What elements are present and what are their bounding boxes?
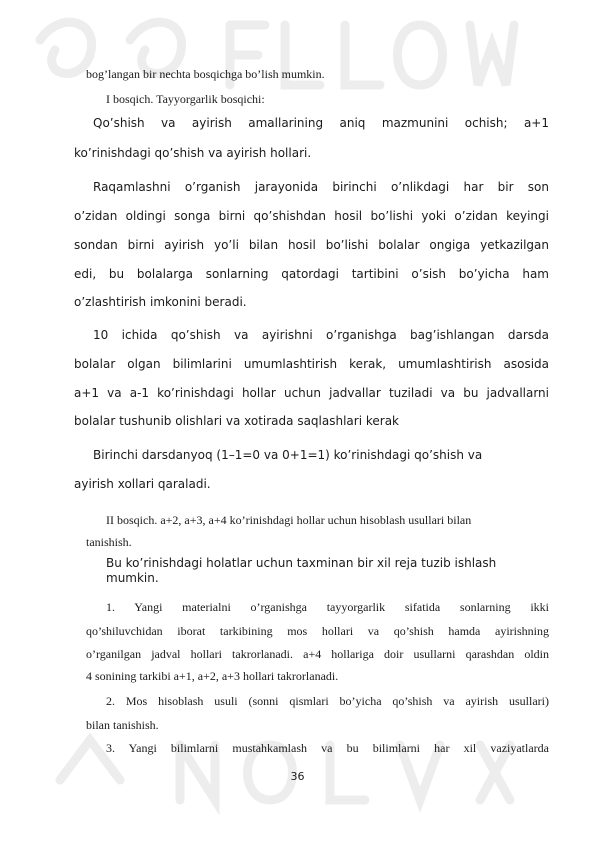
text-line: bog’langan bir nechta bosqichga bo’lish mumkin. <box>86 67 325 81</box>
text-line: sondan birni ayirish yo’li bilan hosil bo’lishi bolalar ongiga yetkazilgan <box>74 238 549 252</box>
text-line: o’zidan oldingi songa birni qo’shishdan hosil bo’lishi yoki o’zidan keyingi <box>74 209 549 223</box>
text-line: mumkin. <box>106 571 159 585</box>
text-line: 3. Yangi bilimlarni mustahkamlash va bu bilimlarni har xil vaziyatlarda <box>106 741 549 755</box>
page-number: 36 <box>290 770 305 783</box>
text-line: ko’rinishdagi qo’shish va ayirish hollari. <box>74 146 312 160</box>
text-line: qo’shiluvchidan iborat tarkibining mos hollari va qo’shish hamda ayirishning <box>86 624 549 638</box>
text-line: 2. Mos hisoblash usuli (sonni qismlari bo’yicha qo’shish va ayirish usullari) <box>106 694 549 708</box>
text-line: tanishish. <box>86 535 132 549</box>
stage-heading: II bosqich. a+2, a+3, a+4 ko’rinishdagi hollar uchun hisoblash usullari bilan <box>106 513 472 527</box>
text-line: bilan tanishish. <box>86 718 159 732</box>
text-line: edi, bu bolalarga sonlarning qatordagi tartibini o’sish bo’yicha ham <box>74 267 549 281</box>
text-line: 4 sonining tarkibi a+1, a+2, a+3 hollari takrorlanadi. <box>86 669 339 683</box>
text-line: Qo’shish va ayirish amallarining aniq mazmunini ochish; a+1 <box>93 116 549 130</box>
text-line: ayirish xollari qaraladi. <box>74 477 211 491</box>
text-line: 10 ichida qo’shish va ayirishni o’rganishga bag’ishlangan darsda <box>93 328 549 342</box>
text-line: 1. Yangi materialni o’rganishga tayyorgarlik sifatida sonlarning ikki <box>106 600 549 614</box>
text-line: bolalar olgan bilimlarini umumlashtirish kerak, umumlashtirish asosida <box>74 357 549 371</box>
text-line: Birinchi darsdanyoq (1–1=0 va 0+1=1) ko’rinishdagi qo’shish va <box>93 448 483 462</box>
text-line: o’zlashtirish imkonini beradi. <box>74 295 247 309</box>
text-line: o’rganilgan jadval hollari takrorlanadi. a+4 hollariga doir usullarni qarashdan oldin <box>86 647 549 661</box>
text-line: Raqamlashni o’rganish jarayonida birinchi o’nlikdagi har bir son <box>93 180 549 194</box>
stage-heading: I bosqich. Tayyorgarlik bosqichi: <box>106 92 265 106</box>
text-line: Bu ko’rinishdagi holatlar uchun taxminan bir xil reja tuzib ishlash <box>106 556 497 570</box>
text-line: a+1 va a-1 ko’rinishdagi hollar uchun jadvallar tuziladi va bu jadvallarni <box>74 386 549 400</box>
text-line: bolalar tushunib olishlari va xotirada saqlashlari kerak <box>74 414 399 428</box>
